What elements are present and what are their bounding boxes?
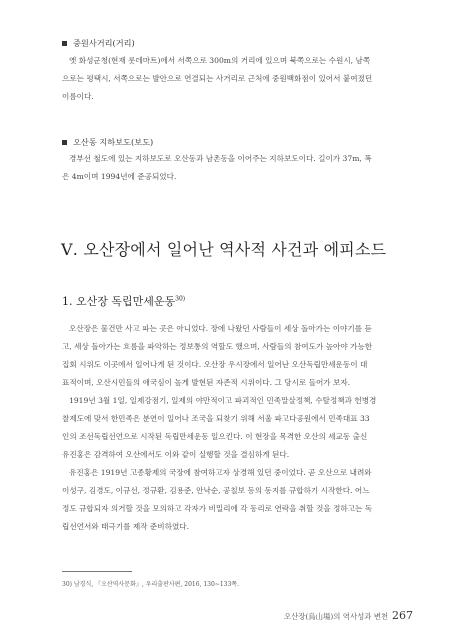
- bullet-heading-text: 오산동 지하보도(보도): [73, 137, 154, 147]
- body-line: 인의 조선독립선언으로 시작된 독립만세운동 일으킨다. 이 현장을 목격한 오산의 세교동 출신: [62, 432, 368, 441]
- paragraph-underpass: [62, 150, 407, 186]
- body-line: 정도 규합되자 의거할 것을 모의하고 각자가 비밀리에 각 동리로 연락을 취할 것을 정하고는 독: [62, 504, 373, 513]
- paragraph-line: 은 4m이며 1994년에 준공되었다.: [62, 172, 177, 181]
- footnote-ref: 30): [175, 295, 186, 303]
- body-paragraph: [62, 320, 407, 536]
- paragraph-line: 이름이다.: [62, 92, 94, 101]
- body-line: 찰제도에 맞서 한민족은 분연이 일어나 조국을 되찾기 위해 서울 파고다공원에서 민족대표 33: [62, 414, 370, 423]
- page-number: 267: [392, 609, 413, 622]
- body-line: 이성구, 김경도, 이규선, 정규환, 김용준, 안낙순, 공칠보 등의 동지를 규합하기 시작한다. 어느: [62, 486, 370, 495]
- body-line: 립선언서와 태극기를 제작 준비하였다.: [62, 522, 190, 531]
- paragraph-line: 으로는 평택시, 서쪽으로는 발안으로 연결되는 사거리로 근처에 중원백화점이 있어서 붙여졌던: [62, 74, 373, 83]
- chapter-title: Ⅴ. 오산장에서 일어난 역사적 사건과 에피소드: [61, 240, 387, 259]
- bullet-heading-jungwon: [62, 38, 135, 49]
- subsection-title-text: 1. 오산장 독립만세운동: [62, 295, 176, 308]
- body-line: 유진홍은 1919년 고종황제의 국장에 참여하고자 상경해 있던 중이었다. 곧 오산으로 내려와: [69, 468, 372, 477]
- subsection-title: [62, 293, 185, 309]
- footnote-divider: [62, 571, 132, 572]
- body-line: 집회 시위도 이곳에서 일어나게 된 것이다. 오산장 우시장에서 일어난 오산독립만세운동이 대: [62, 360, 368, 369]
- bullet-heading-text: 중원사거리(거리): [73, 38, 135, 48]
- body-line: 표적이며, 오산시민들의 애국심이 높게 발현된 자존적 시위이다. 그 당시로 들어가 보자.: [62, 378, 351, 387]
- square-bullet-icon: [62, 140, 67, 145]
- running-footer: [284, 609, 413, 622]
- square-bullet-icon: [62, 41, 67, 46]
- running-footer-title: 오산장(烏山場)의 역사성과 변천: [283, 612, 388, 621]
- body-line: 오산장은 물건만 사고 파는 곳은 아니었다. 장에 나왔던 사람들이 세상 돌아가는 이야기를 듣: [69, 324, 372, 333]
- paragraph-line: 옛 화성군청(현재 롯데마트)에서 서쪽으로 300m의 거리에 있으며 북쪽으로는 수원시, 남쪽: [69, 56, 371, 65]
- body-line: 1919년 3월 1일, 일제강점기, 일제의 야만적이고 파괴적인 민족말살정책, 수탈정책과 헌병경: [69, 396, 377, 405]
- footnote: 30) 남경식, 『오산역사문화』, 우리출판사편, 2016, 130~133쪽.: [62, 581, 239, 588]
- body-line: 유진홍은 감격하여 오산에서도 이와 같이 실행할 것을 결심하게 된다.: [62, 450, 290, 459]
- bullet-heading-underpass: [62, 137, 153, 148]
- body-line: 고, 세상 돌아가는 흐름을 파악하는 정보통의 역할도 했으며, 사람들의 참여도가 높아야 가능한: [62, 342, 373, 351]
- paragraph-jungwon: [62, 52, 407, 106]
- paragraph-line: 경부선 철도에 있는 지하보도로 오산동과 남촌동을 이어주는 지하보도이다. 길이가 37m, 폭: [69, 154, 372, 163]
